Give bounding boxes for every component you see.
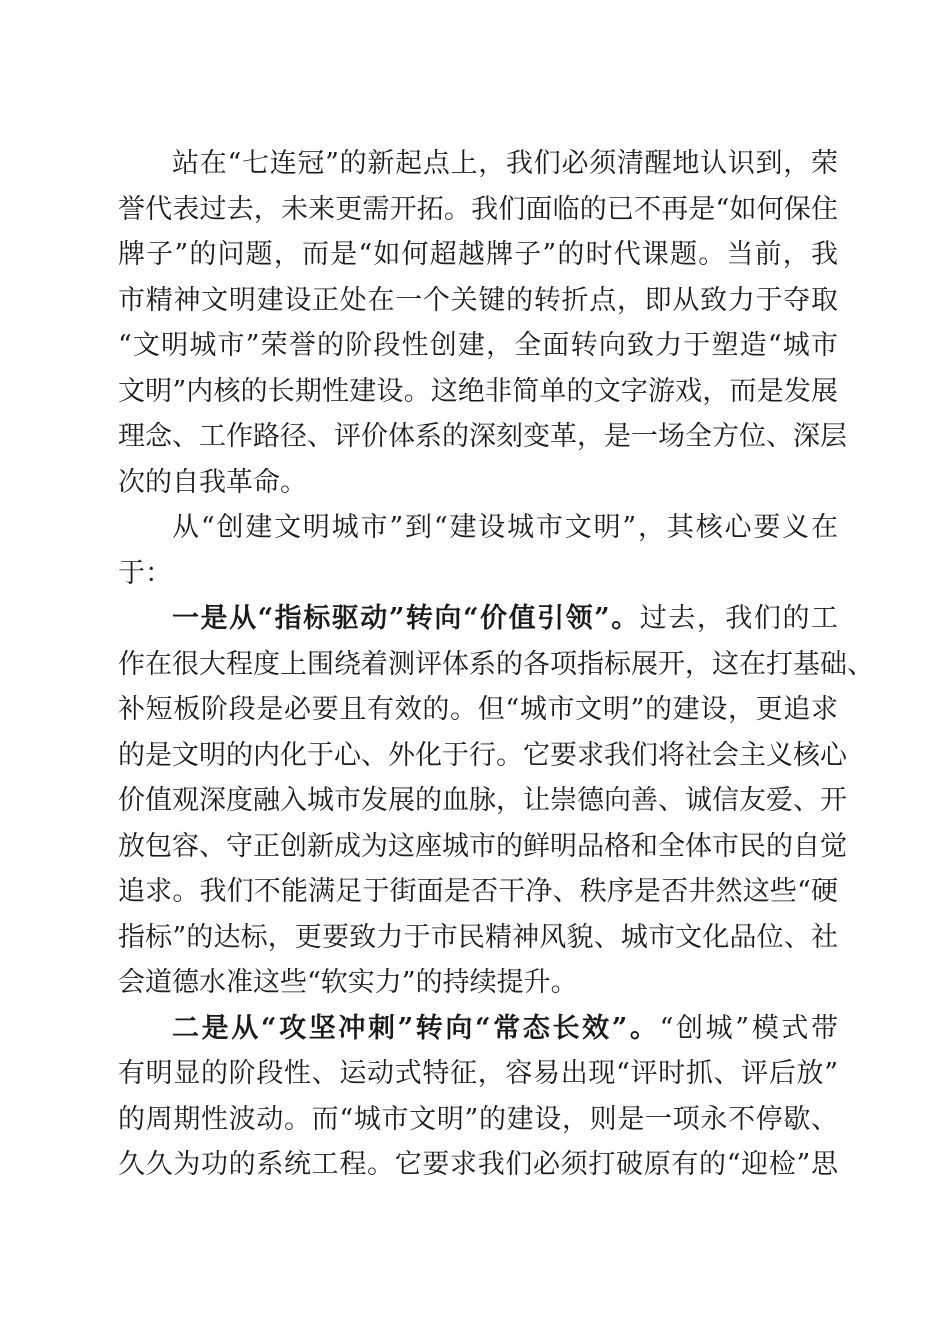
paragraph-3-line-4: 的是文明的内化于心、外化于行。它要求我们将社会主义核心 [118, 739, 847, 771]
paragraph-1-line-2: 誉代表过去，未来更需开拓。我们面临的已不再是“如何保住 [118, 193, 838, 225]
paragraph-3-line-6: 放包容、守正创新成为这座城市的鲜明品格和全体市民的自觉 [118, 830, 847, 862]
paragraph-3-line-1-text: 过去，我们的工 [639, 603, 838, 634]
paragraph-3-line-2: 作在很大程度上围绕着测评体系的各项指标展开，这在打基础、 [118, 648, 874, 680]
paragraph-3-line-3: 补短板阶段是必要且有效的。但“城市文明”的建设，更追求 [118, 694, 838, 725]
paragraph-1-line-1: 站在“七连冠”的新起点上，我们必须清醒地认识到，荣 [172, 148, 838, 179]
paragraph-3-line-9: 会道德水准这些“软实力”的持续提升。 [118, 967, 578, 998]
paragraph-4-line-4: 久久为功的系统工程。它要求我们必须打破原有的“迎检”思 [118, 1149, 838, 1180]
paragraph-1-line-3: 牌子”的问题，而是“如何超越牌子”的时代课题。当前，我 [118, 239, 838, 270]
paragraph-4-line-3: 的周期性波动。而“城市文明”的建设，则是一项永不停歇、 [118, 1103, 838, 1135]
paragraph-1-line-6: 文明”内核的长期性建设。这绝非简单的文字游戏，而是发展 [118, 375, 838, 407]
paragraph-4-line-1 [118, 1006, 838, 1052]
paragraph-3-lead: 一是从“指标驱动”转向“价值引领”。 [172, 603, 640, 634]
paragraph-4-line-1-text: “创城”模式带 [659, 1012, 839, 1044]
paragraph-2-line-2: 于： [118, 557, 172, 589]
paragraph-3-line-1 [118, 596, 838, 642]
paragraph-1-line-5: “文明城市”荣誉的阶段性创建，全面转向致力于塑造“城市 [118, 330, 838, 361]
paragraph-3-line-7: 追求。我们不能满足于街面是否干净、秩序是否井然这些“硬 [118, 876, 838, 907]
paragraph-1-line-7: 理念、工作路径、评价体系的深刻变革，是一场全方位、深层 [118, 421, 847, 452]
paragraph-4-line-2: 有明显的阶段性、运动式特征，容易出现“评时抓、评后放” [118, 1058, 838, 1089]
paragraph-3-line-8: 指标”的达标，更要致力于市民精神风貌、城市文化品位、社 [118, 921, 838, 953]
paragraph-3-line-5: 价值观深度融入城市发展的血脉，让崇德向善、诚信友爱、开 [118, 785, 847, 816]
paragraph-4-lead: 二是从“攻坚冲刺”转向“常态长效”。 [172, 1012, 660, 1044]
paragraph-2-line-1: 从“创建文明城市”到“建设城市文明”，其核心要义在 [172, 512, 838, 543]
paragraph-1-line-8: 次的自我革命。 [118, 466, 307, 498]
paragraph-1-line-4: 市精神文明建设正处在一个关键的转折点，即从致力于夺取 [118, 284, 838, 316]
document-body [118, 141, 874, 1188]
